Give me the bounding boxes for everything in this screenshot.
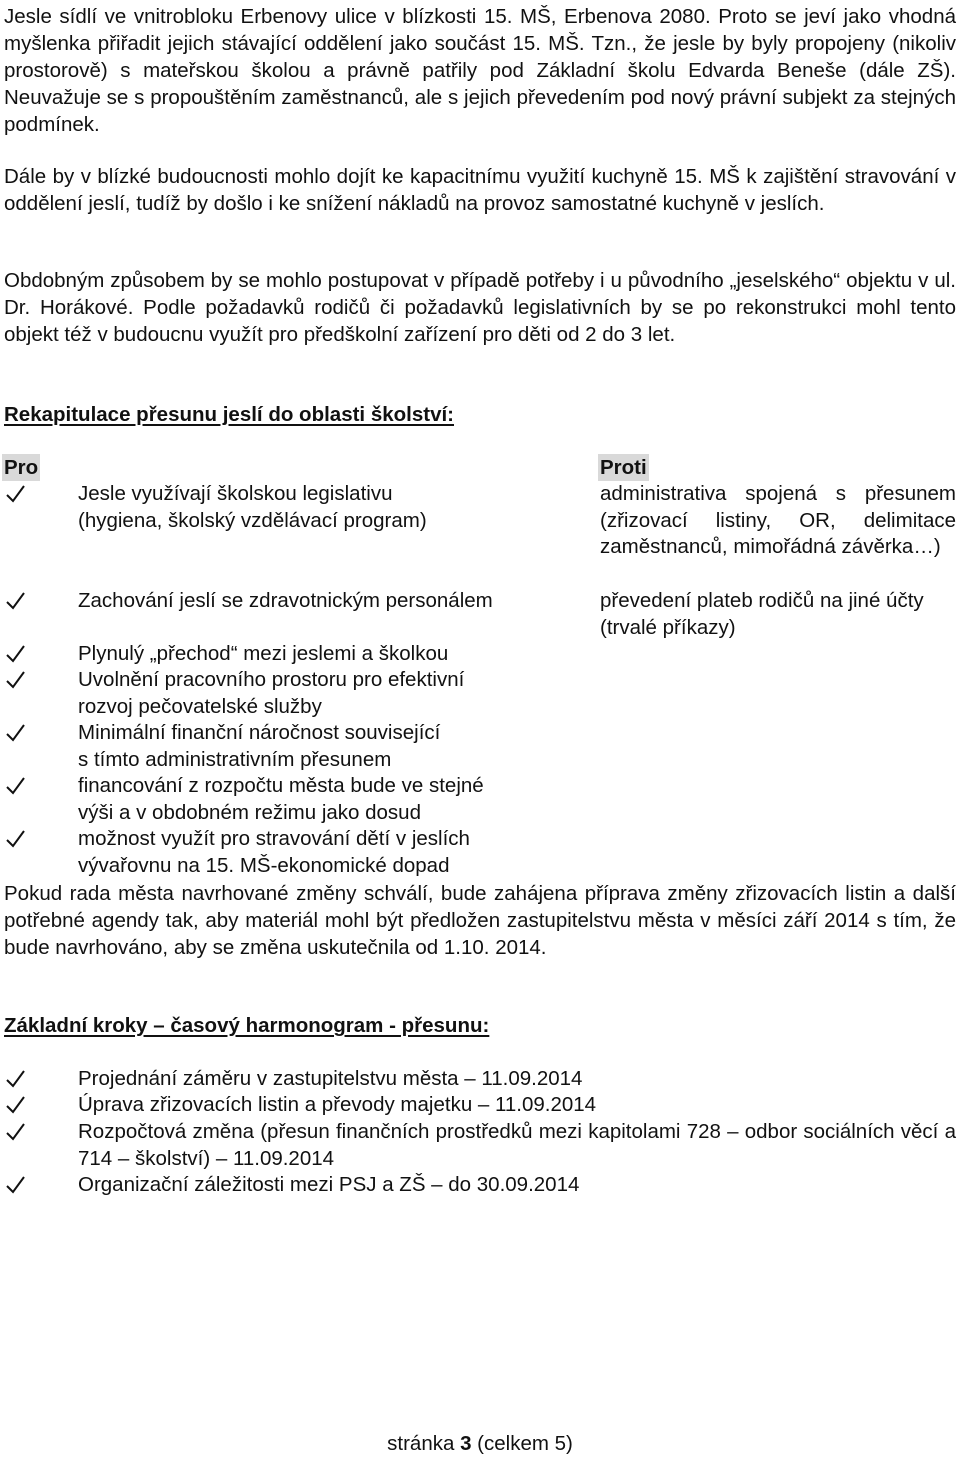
footer-page-number: 3 [460,1432,472,1455]
checkmark-icon [4,643,26,665]
proti-label: Proti [600,456,647,479]
checkmark-icon [4,722,26,744]
proti-item: administrativa spojená s přesunem (zřizovací listiny, OR, delimitace zaměstnanců, mimořádná závěrka…) [600,482,956,558]
footer-suffix: (celkem 5) [471,1432,573,1455]
paragraph-approval: Pokud rada města navrhované změny schválí, bude zahájena příprava změny zřizovacích listin a další potřebné agendy tak, aby materiál mohl být předložen zastupitelstvu města v měsíci září 2014 s tím, že bude navrhováno, aby se změna uskutečnila od 1.10. 2014. [4,882,956,959]
schedule-heading: Základní kroky – časový harmonogram - přesunu: [4,1014,490,1037]
proti-item: převedení plateb rodičů na jiné účty (trvalé příkazy) [600,589,924,639]
paragraph-location: Jesle sídlí ve vnitrobloku Erbenovy ulice v blízkosti 15. MŠ, Erbenova 2080. Proto se jeví jako vhodná myšlenka přiřadit jejich stávající oddělení jako součást 15. MŠ. Tzn., že jesle by byly propojeny (nikoliv prostorově) s mateřskou školou a právně patřily pod Základní školu Edvarda Beneše (dále ZŠ). Neuvažuje se s propouštěním zaměstnanců, ale s jejich převedením pod nový právní subjekt za stejných podmínek. [4,5,956,136]
checkmark-icon [4,669,26,691]
paragraph-horakove: Obdobným způsobem by se mohlo postupovat v případě potřeby i u původního „jeselského“ objektu v ul. Dr. Horákové. Podle požadavků rodičů či požadavků legislativních by se po rekonstrukci mohl tento objekt též v budoucnu využít pro předškolní zařízení pro děti od 2 do 3 let. [4,269,956,346]
checkmark-icon [4,775,26,797]
recap-heading: Rekapitulace přesunu jeslí do oblasti školství: [4,403,454,426]
footer-prefix: stránka [387,1432,461,1455]
checkmark-icon [4,828,26,850]
page-footer [0,1430,960,1457]
checkmark-icon [4,1068,26,1090]
checkmark-icon [4,1174,26,1196]
checkmark-icon [4,590,26,612]
pro-label: Pro [4,456,39,479]
checkmark-icon [4,1094,26,1116]
checkmark-icon [4,1121,26,1143]
checkmark-icon [4,483,26,505]
paragraph-kitchen: Dále by v blízké budoucnosti mohlo dojít ke kapacitnímu využití kuchyně 15. MŠ k zajištění stravování v oddělení jeslí, tudíž by došlo i ke snížení nákladů na provoz samostatné kuchyně v jeslích. [4,165,956,215]
